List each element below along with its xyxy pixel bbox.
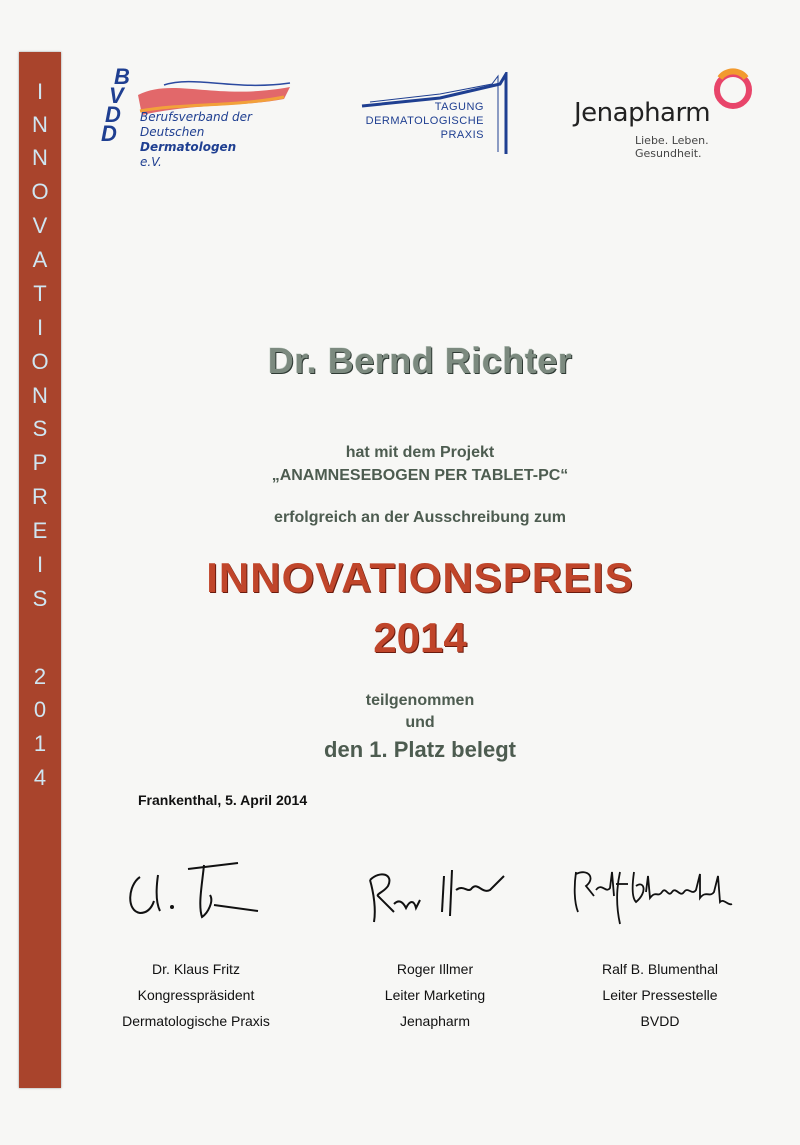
vertical-letter: I — [36, 552, 44, 577]
jenapharm-claim: Liebe. Leben. Gesundheit. — [635, 134, 709, 160]
tagung-line: PRAXIS — [440, 129, 484, 141]
signatory-name: Ralf B. Blumenthal — [602, 961, 718, 977]
signatory-3 — [560, 956, 760, 1034]
signatory-role: Kongresspräsident — [137, 987, 255, 1003]
vertical-letter: O — [31, 179, 49, 204]
vertical-letter: S — [32, 416, 48, 441]
signatory-name: Dr. Klaus Fritz — [152, 961, 240, 977]
bvdd-name — [140, 110, 300, 170]
bvdd-line: e.V. — [140, 155, 162, 169]
signatory-org: BVDD — [640, 1013, 680, 1029]
vertical-letter: R — [32, 484, 48, 509]
jenapharm-name: Jenapharm — [574, 98, 711, 128]
signature-roger-illmer — [360, 860, 520, 930]
bvdd-line-part: Deutschen — [140, 125, 205, 139]
jenapharm-logo — [574, 68, 774, 158]
bvdd-line: Berufsverband der — [140, 110, 252, 124]
vertical-letter: O — [31, 349, 49, 374]
signatory-role: Leiter Pressestelle — [602, 987, 718, 1003]
bvdd-letter: D — [101, 121, 117, 146]
bvdd-letter: D — [105, 102, 121, 127]
participated-line: teilgenommen — [365, 692, 475, 709]
participation-line: erfolgreich an der Ausschreibung zum — [274, 509, 566, 526]
vertical-letter: S — [32, 586, 48, 611]
signatory-1 — [96, 956, 296, 1034]
bvdd-letter: V — [109, 83, 124, 108]
signatory-role: Leiter Marketing — [384, 987, 486, 1003]
tagung-text — [360, 100, 484, 142]
tagung-logo — [360, 72, 510, 157]
vertical-title-band — [19, 52, 61, 1088]
bvdd-line-bold: Dermatologen — [140, 140, 237, 154]
intro-line: hat mit dem Projekt — [345, 444, 495, 461]
and-line: und — [405, 714, 435, 731]
vertical-letter: 1 — [33, 731, 47, 756]
vertical-letter: N — [32, 383, 48, 408]
vertical-letter: I — [36, 79, 44, 104]
vertical-letter: E — [32, 518, 48, 543]
bvdd-letter: B — [114, 64, 130, 89]
vertical-letter: A — [32, 247, 48, 272]
award-year: 2014 — [373, 614, 467, 661]
vertical-letter: 4 — [33, 765, 47, 790]
signatory-org: Jenapharm — [399, 1013, 471, 1029]
vertical-letter: V — [32, 213, 48, 238]
tagung-line: TAGUNG — [434, 101, 484, 113]
recipient-name: Dr. Bernd Richter — [267, 340, 573, 381]
project-title: „ANAMNESEBOGEN PER TABLET-PC“ — [271, 467, 569, 484]
vertical-letter: 0 — [33, 697, 47, 722]
bvdd-logo — [100, 65, 300, 195]
signatory-2 — [335, 956, 535, 1034]
jenapharm-ring-icon — [708, 68, 758, 116]
vertical-letter: 2 — [33, 664, 47, 689]
vertical-letter: I — [36, 315, 44, 340]
vertical-letter: N — [32, 112, 48, 137]
vertical-letter: P — [32, 450, 48, 475]
signature-ralf-blumenthal — [568, 862, 738, 932]
place-date: Frankenthal, 5. April 2014 — [138, 792, 308, 808]
vertical-letter: T — [33, 281, 47, 306]
signatory-org: Dermatologische Praxis — [122, 1013, 270, 1029]
award-title: INNOVATIONSPREIS — [206, 554, 634, 601]
signature-klaus-fritz — [118, 855, 268, 925]
tagung-line: DERMATOLOGISCHE — [365, 115, 484, 127]
first-place-line: den 1. Platz belegt — [324, 737, 516, 762]
vertical-letter: N — [32, 145, 48, 170]
signatory-name: Roger Illmer — [396, 961, 474, 977]
bvdd-line — [140, 125, 300, 155]
